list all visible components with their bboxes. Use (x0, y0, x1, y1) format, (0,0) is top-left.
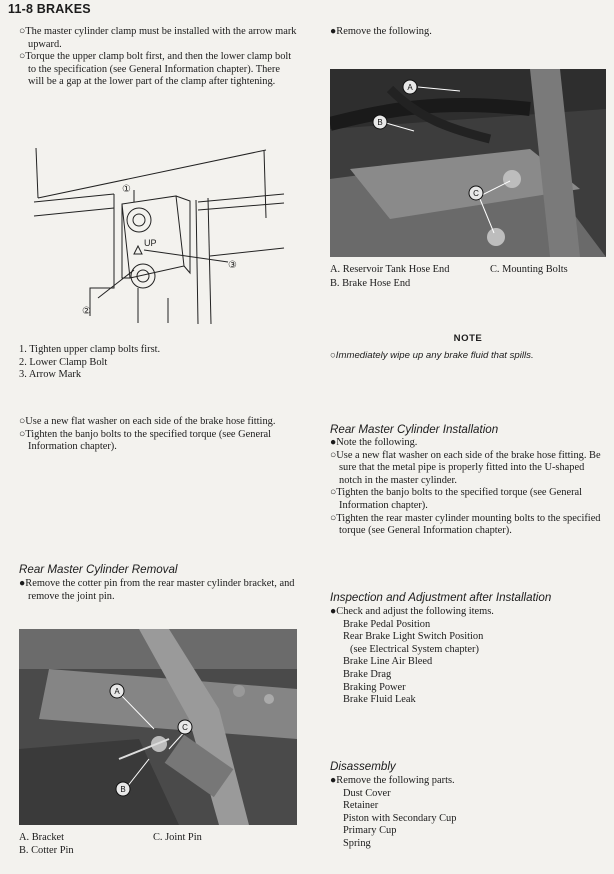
list-item: Dust Cover (343, 787, 391, 799)
photo-caption: A. Bracket (19, 832, 65, 843)
instruction-item: ○Torque the upper clamp bolt first, and then the lower clamp bolt to the specification (see General Information chapter). There will be a gap at the lower part of the clamp after tightening. (19, 51, 292, 88)
up-mark: UP (144, 238, 157, 248)
callout-c: C (473, 189, 479, 198)
section-heading-inspection: Inspection and Adjustment after Installation (330, 591, 552, 604)
callout-b: B (120, 785, 126, 794)
list-item: Braking Power (343, 681, 406, 693)
page-title: 11-8 BRAKES (8, 2, 91, 16)
list-lead: ●Check and adjust the following items. (330, 606, 494, 617)
list-item: Brake Line Air Bleed (343, 656, 433, 668)
instruction-item: ●Remove the cotter pin from the rear master cylinder bracket, and remove the joint pin. (19, 578, 295, 602)
list-item: Brake Pedal Position (343, 618, 431, 630)
note-text: ○Immediately wipe up any brake fluid that spills. (330, 350, 534, 361)
removal-photo (19, 629, 297, 825)
legend-item: 1. Tighten upper clamp bolts first. (19, 344, 161, 355)
inspection-list (330, 606, 606, 707)
callout-1: ① (122, 184, 131, 195)
legend-item: 3. Arrow Mark (19, 369, 82, 381)
list-item: Primary Cup (343, 825, 397, 837)
clamp-diagram (18, 138, 302, 328)
callout-a: A (407, 83, 413, 92)
disassembly-list (330, 775, 606, 851)
list-item: Brake Fluid Leak (343, 694, 416, 706)
list-item: Spring (343, 837, 371, 849)
section-heading-disassembly: Disassembly (330, 760, 396, 773)
photo-caption: B. Cotter Pin (19, 845, 74, 856)
note-title: NOTE (453, 333, 483, 344)
instruction-item: ○Tighten the banjo bolts to the specified torque (see General Information chapter). (330, 487, 583, 511)
instruction-item: ○Use a new flat washer on each side of the brake hose fitting. Be sure that the metal pipe is properly fitted into the U-shaped notch in the master cylinder. (330, 449, 601, 486)
instruction-item: ○Use a new flat washer on each side of the brake hose fitting. (19, 416, 276, 427)
section-heading-installation: Rear Master Cylinder Installation (330, 423, 499, 436)
instruction-item: ●Note the following. (330, 437, 418, 448)
callout-c: C (182, 723, 188, 732)
photo-caption: A. Reservoir Tank Hose End (330, 264, 450, 275)
photo-caption: C. Mounting Bolts (490, 264, 568, 275)
list-item: Piston with Secondary Cup (343, 812, 457, 824)
remove-lead: ●Remove the following. (330, 26, 432, 37)
callout-a: A (114, 687, 120, 696)
list-item: Rear Brake Light Switch Position (343, 631, 484, 643)
instruction-item: ○Tighten the rear master cylinder mounting bolts to the specified torque (see General Information chapter). (330, 512, 601, 537)
callout-3: ③ (228, 260, 237, 271)
instruction-item: ○Tighten the banjo bolts to the specified torque (see General Information chapter). (19, 428, 272, 453)
list-item: (see Electrical System chapter) (350, 643, 479, 655)
removal-steps (19, 578, 297, 603)
washer-instructions (19, 416, 297, 454)
photo-caption: B. Brake Hose End (330, 278, 411, 289)
installation-steps (330, 437, 606, 538)
list-item: Retainer (343, 800, 379, 812)
clamp-instructions (19, 26, 297, 89)
diagram-legend (19, 344, 289, 382)
list-lead: ●Remove the following parts. (330, 775, 455, 786)
reservoir-photo (330, 69, 606, 257)
callout-b: B (377, 118, 383, 127)
photo-caption: C. Joint Pin (153, 832, 202, 843)
instruction-item: ○The master cylinder clamp must be installed with the arrow mark upward. (19, 26, 297, 50)
legend-item: 2. Lower Clamp Bolt (19, 356, 108, 368)
section-heading-removal: Rear Master Cylinder Removal (19, 563, 178, 576)
callout-2: ② (82, 306, 91, 317)
list-item: Brake Drag (343, 668, 392, 680)
